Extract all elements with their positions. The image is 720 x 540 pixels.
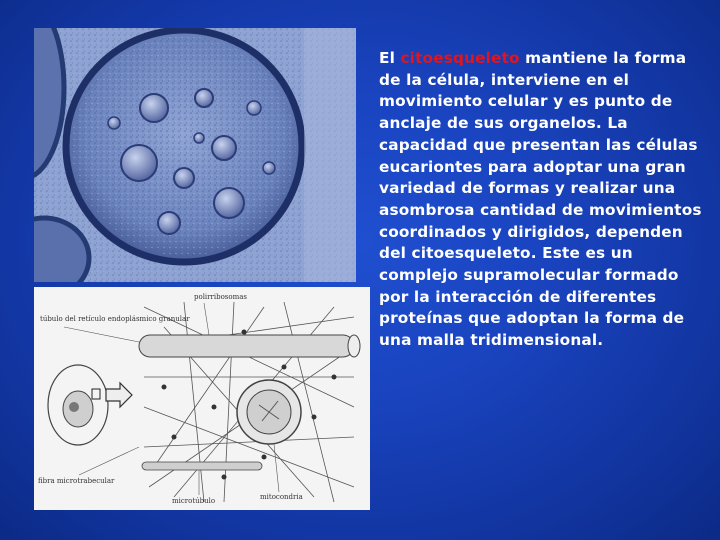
cell-micrograph-image (34, 28, 356, 282)
label-reticulo (40, 315, 190, 323)
paragraph-body: mantiene la forma de la célula, interviene en el movimiento celular y es punto de anclaje de sus organelos. La capacidad que presentan las células eucariontes para adoptar una gran variedad de formas y realizar una asombrosa cantidad de movimientos coordinados y dirigidos, dependen del citoesqueleto. Este es un complejo supramolecular formado por la interacción de diferentes proteínas que adoptan la forma de una malla tridimensional. (379, 49, 702, 350)
label-microtubulo: microtúbulo (172, 497, 216, 505)
label-mitocondria: mitocondria (260, 493, 303, 501)
label-fibra: fibra microtrabecular (38, 477, 115, 485)
body-paragraph (379, 48, 705, 352)
label-polirribosomas: polirribosomas (194, 293, 248, 301)
cytoskeleton-diagram (34, 287, 370, 510)
label-reticulo-text: túbulo del retículo endoplásmico granular (40, 315, 190, 323)
paragraph-prefix: El (379, 49, 401, 67)
highlight-term: citoesqueleto (400, 49, 520, 67)
